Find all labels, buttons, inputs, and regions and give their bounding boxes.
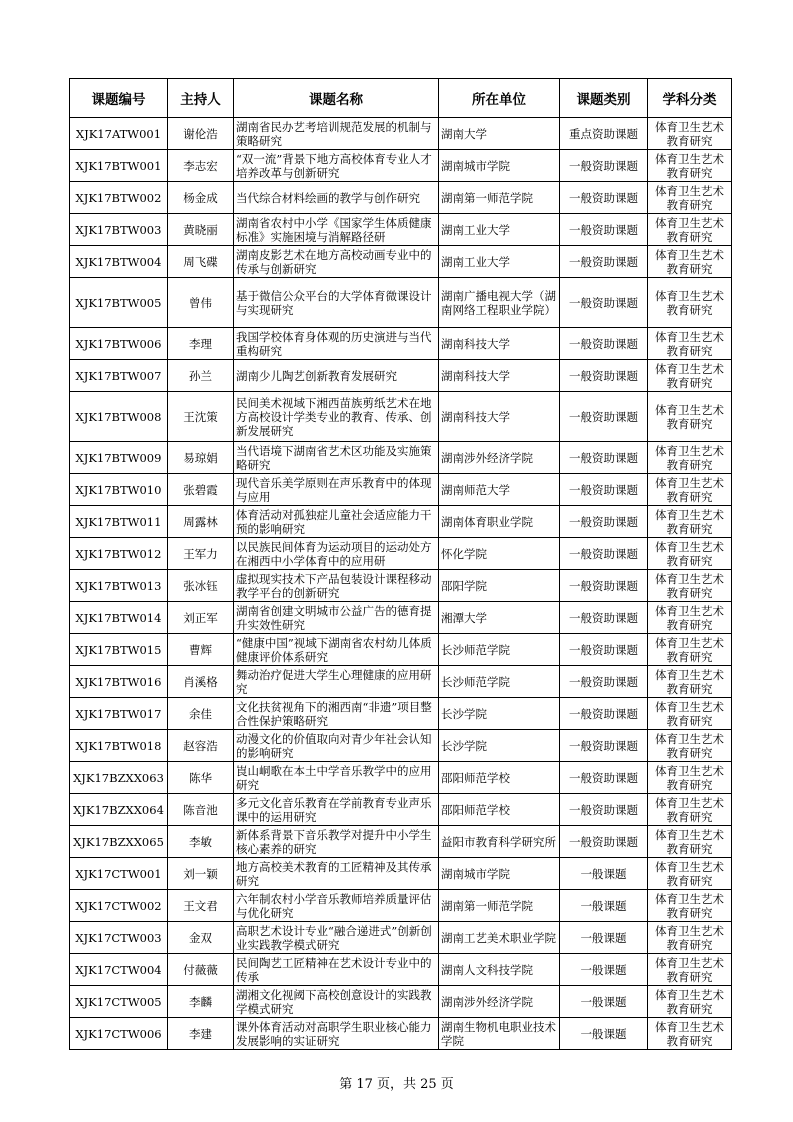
project-host: 李理 [168, 328, 234, 360]
project-code: XJK17BTW003 [70, 214, 168, 246]
project-unit: 湖南体育职业学院 [439, 506, 560, 538]
project-subject: 体育卫生艺术教育研究 [648, 762, 732, 794]
project-unit: 邵阳学院 [439, 570, 560, 602]
project-title: 我国学校体育身体观的历史演进与当代重构研究 [234, 328, 439, 360]
project-subject: 体育卫生艺术教育研究 [648, 730, 732, 762]
project-unit: 湘潭大学 [439, 602, 560, 634]
project-title: 文化扶贫视角下的湘西南“非遗”项目整合性保护策略研究 [234, 698, 439, 730]
project-host: 张碧霞 [168, 474, 234, 506]
project-unit: 湖南师范大学 [439, 474, 560, 506]
project-unit: 邵阳师范学校 [439, 794, 560, 826]
project-code: XJK17BZXX065 [70, 826, 168, 858]
project-code: XJK17CTW002 [70, 890, 168, 922]
project-subject: 体育卫生艺术教育研究 [648, 602, 732, 634]
project-unit: 湖南工业大学 [439, 214, 560, 246]
table-row [70, 794, 732, 826]
project-subject: 体育卫生艺术教育研究 [648, 278, 732, 328]
project-title: “双一流”背景下地方高校体育专业人才培养改革与创新研究 [234, 150, 439, 182]
project-host: 黄晓丽 [168, 214, 234, 246]
project-table [69, 78, 732, 1050]
table-row [70, 360, 732, 392]
project-code: XJK17BTW009 [70, 442, 168, 474]
table-row [70, 762, 732, 794]
project-title: 课外体育活动对高职学生职业核心能力发展影响的实证研究 [234, 1018, 439, 1050]
table-row [70, 602, 732, 634]
project-code: XJK17BTW001 [70, 150, 168, 182]
project-unit: 湖南科技大学 [439, 360, 560, 392]
project-host: 金双 [168, 922, 234, 954]
project-host: 李麟 [168, 986, 234, 1018]
project-unit: 湖南城市学院 [439, 150, 560, 182]
project-title: 多元文化音乐教育在学前教育专业声乐课中的运用研究 [234, 794, 439, 826]
table-row [70, 922, 732, 954]
table-row [70, 858, 732, 890]
project-code: XJK17BTW012 [70, 538, 168, 570]
project-type: 一般资助课题 [560, 392, 648, 442]
project-unit: 湖南人文科技学院 [439, 954, 560, 986]
project-title: 地方高校美术教育的工匠精神及其传承研究 [234, 858, 439, 890]
project-unit: 湖南科技大学 [439, 328, 560, 360]
project-code: XJK17BTW006 [70, 328, 168, 360]
project-title: 动漫文化的价值取向对青少年社会认知的影响研究 [234, 730, 439, 762]
header-host: 主持人 [168, 79, 234, 118]
header-title: 课题名称 [234, 79, 439, 118]
project-code: XJK17CTW001 [70, 858, 168, 890]
project-title: 六年制农村小学音乐教师培养质量评估与优化研究 [234, 890, 439, 922]
project-type: 一般资助课题 [560, 570, 648, 602]
project-code: XJK17BTW017 [70, 698, 168, 730]
project-subject: 体育卫生艺术教育研究 [648, 214, 732, 246]
project-subject: 体育卫生艺术教育研究 [648, 150, 732, 182]
table-row [70, 246, 732, 278]
project-subject: 体育卫生艺术教育研究 [648, 698, 732, 730]
table-row [70, 182, 732, 214]
table-row [70, 506, 732, 538]
table-row [70, 986, 732, 1018]
project-unit: 湖南涉外经济学院 [439, 442, 560, 474]
project-code: XJK17BTW005 [70, 278, 168, 328]
project-unit: 长沙学院 [439, 730, 560, 762]
project-title: 以民族民间体育为运动项目的运动处方在湘西中小学体育中的应用研 [234, 538, 439, 570]
project-unit: 湖南广播电视大学（湖南网络工程职业学院） [439, 278, 560, 328]
project-unit: 益阳市教育科学研究所 [439, 826, 560, 858]
project-type: 一般资助课题 [560, 328, 648, 360]
project-host: 王文君 [168, 890, 234, 922]
project-unit: 长沙师范学院 [439, 666, 560, 698]
project-subject: 体育卫生艺术教育研究 [648, 954, 732, 986]
project-subject: 体育卫生艺术教育研究 [648, 182, 732, 214]
table-row [70, 538, 732, 570]
table-header-row [70, 79, 732, 118]
project-host: 王沈策 [168, 392, 234, 442]
project-title: 当代综合材料绘画的教学与创作研究 [234, 182, 439, 214]
project-code: XJK17CTW003 [70, 922, 168, 954]
project-title: 虚拟现实技术下产品包装设计课程移动教学平台的创新研究 [234, 570, 439, 602]
project-subject: 体育卫生艺术教育研究 [648, 922, 732, 954]
project-title: 湖南省农村中小学《国家学生体质健康标准》实施困境与消解路径研 [234, 214, 439, 246]
project-title: 湖南皮影艺术在地方高校动画专业中的传承与创新研究 [234, 246, 439, 278]
table-row [70, 634, 732, 666]
project-host: 付薇薇 [168, 954, 234, 986]
table-row [70, 150, 732, 182]
project-subject: 体育卫生艺术教育研究 [648, 118, 732, 150]
project-type: 一般课题 [560, 1018, 648, 1050]
table-row [70, 826, 732, 858]
project-type: 一般资助课题 [560, 762, 648, 794]
project-type: 一般资助课题 [560, 538, 648, 570]
project-code: XJK17BZXX064 [70, 794, 168, 826]
project-title: 湖南少儿陶艺创新教育发展研究 [234, 360, 439, 392]
table-row [70, 666, 732, 698]
table-row [70, 1018, 732, 1050]
project-unit: 湖南涉外经济学院 [439, 986, 560, 1018]
project-subject: 体育卫生艺术教育研究 [648, 538, 732, 570]
project-type: 一般资助课题 [560, 214, 648, 246]
project-title: 舞动治疗促进大学生心理健康的应用研究 [234, 666, 439, 698]
project-code: XJK17BTW011 [70, 506, 168, 538]
project-subject: 体育卫生艺术教育研究 [648, 474, 732, 506]
project-subject: 体育卫生艺术教育研究 [648, 442, 732, 474]
project-code: XJK17BZXX063 [70, 762, 168, 794]
table-row [70, 730, 732, 762]
project-type: 一般课题 [560, 890, 648, 922]
project-type: 一般资助课题 [560, 246, 648, 278]
project-type: 一般资助课题 [560, 698, 648, 730]
project-title: 民间陶艺工匠精神在艺术设计专业中的传承 [234, 954, 439, 986]
project-host: 曹辉 [168, 634, 234, 666]
project-code: XJK17BTW015 [70, 634, 168, 666]
project-unit: 怀化学院 [439, 538, 560, 570]
project-host: 陈音池 [168, 794, 234, 826]
project-title: 现代音乐美学原则在声乐教育中的体现与应用 [234, 474, 439, 506]
project-subject: 体育卫生艺术教育研究 [648, 1018, 732, 1050]
project-host: 杨金成 [168, 182, 234, 214]
project-type: 一般资助课题 [560, 794, 648, 826]
project-title: 崀山峒歌在本土中学音乐教学中的应用研究 [234, 762, 439, 794]
project-subject: 体育卫生艺术教育研究 [648, 666, 732, 698]
project-type: 一般资助课题 [560, 150, 648, 182]
table-row [70, 954, 732, 986]
project-host: 李建 [168, 1018, 234, 1050]
project-host: 曾伟 [168, 278, 234, 328]
project-code: XJK17BTW018 [70, 730, 168, 762]
project-title: 当代语境下湖南省艺术区功能及实施策略研究 [234, 442, 439, 474]
table-row [70, 570, 732, 602]
project-code: XJK17CTW005 [70, 986, 168, 1018]
project-unit: 邵阳师范学校 [439, 762, 560, 794]
project-host: 赵容浩 [168, 730, 234, 762]
project-subject: 体育卫生艺术教育研究 [648, 570, 732, 602]
project-unit: 湖南科技大学 [439, 392, 560, 442]
project-code: XJK17BTW007 [70, 360, 168, 392]
project-code: XJK17BTW008 [70, 392, 168, 442]
project-host: 张冰钰 [168, 570, 234, 602]
project-code: XJK17BTW014 [70, 602, 168, 634]
header-unit: 所在单位 [439, 79, 560, 118]
table-row [70, 474, 732, 506]
project-type: 一般课题 [560, 858, 648, 890]
project-host: 易琼娟 [168, 442, 234, 474]
project-subject: 体育卫生艺术教育研究 [648, 890, 732, 922]
project-type: 重点资助课题 [560, 118, 648, 150]
project-host: 周飞碟 [168, 246, 234, 278]
project-type: 一般资助课题 [560, 634, 648, 666]
header-code: 课题编号 [70, 79, 168, 118]
project-host: 刘正军 [168, 602, 234, 634]
project-type: 一般资助课题 [560, 278, 648, 328]
project-subject: 体育卫生艺术教育研究 [648, 392, 732, 442]
project-subject: 体育卫生艺术教育研究 [648, 328, 732, 360]
project-host: 周露林 [168, 506, 234, 538]
project-code: XJK17CTW004 [70, 954, 168, 986]
project-title: “健康中国”视域下湖南省农村幼儿体质健康评价体系研究 [234, 634, 439, 666]
project-title: 高职艺术设计专业“融合递进式”创新创业实践教学模式研究 [234, 922, 439, 954]
project-host: 李志宏 [168, 150, 234, 182]
project-code: XJK17BTW004 [70, 246, 168, 278]
project-type: 一般资助课题 [560, 506, 648, 538]
header-subject: 学科分类 [648, 79, 732, 118]
project-host: 孙兰 [168, 360, 234, 392]
header-type: 课题类别 [560, 79, 648, 118]
project-unit: 长沙师范学院 [439, 634, 560, 666]
project-code: XJK17ATW001 [70, 118, 168, 150]
project-title: 湖南省民办艺考培训规范发展的机制与策略研究 [234, 118, 439, 150]
project-title: 湖湘文化视阈下高校创意设计的实践教学模式研究 [234, 986, 439, 1018]
project-title: 民间美术视域下湘西苗族剪纸艺术在地方高校设计学类专业的教育、传承、创新发展研究 [234, 392, 439, 442]
project-title: 体育活动对孤独症儿童社会适应能力干预的影响研究 [234, 506, 439, 538]
project-type: 一般资助课题 [560, 666, 648, 698]
project-code: XJK17BTW002 [70, 182, 168, 214]
project-type: 一般课题 [560, 954, 648, 986]
project-type: 一般资助课题 [560, 602, 648, 634]
project-subject: 体育卫生艺术教育研究 [648, 360, 732, 392]
project-subject: 体育卫生艺术教育研究 [648, 858, 732, 890]
project-title: 基于微信公众平台的大学体育微课设计与实现研究 [234, 278, 439, 328]
project-title: 湖南省创建文明城市公益广告的德育提升实效性研究 [234, 602, 439, 634]
project-subject: 体育卫生艺术教育研究 [648, 246, 732, 278]
table-row [70, 118, 732, 150]
project-type: 一般资助课题 [560, 182, 648, 214]
project-type: 一般资助课题 [560, 360, 648, 392]
project-unit: 湖南工业大学 [439, 246, 560, 278]
project-host: 刘一颖 [168, 858, 234, 890]
project-unit: 湖南城市学院 [439, 858, 560, 890]
project-type: 一般课题 [560, 986, 648, 1018]
project-subject: 体育卫生艺术教育研究 [648, 826, 732, 858]
project-subject: 体育卫生艺术教育研究 [648, 986, 732, 1018]
project-unit: 湖南生物机电职业技术学院 [439, 1018, 560, 1050]
project-type: 一般资助课题 [560, 826, 648, 858]
project-host: 肖溪格 [168, 666, 234, 698]
project-code: XJK17CTW006 [70, 1018, 168, 1050]
project-code: XJK17BTW010 [70, 474, 168, 506]
table-row [70, 890, 732, 922]
project-type: 一般资助课题 [560, 730, 648, 762]
table-row [70, 278, 732, 328]
project-unit: 湖南第一师范学院 [439, 182, 560, 214]
project-subject: 体育卫生艺术教育研究 [648, 794, 732, 826]
project-code: XJK17BTW013 [70, 570, 168, 602]
table-row [70, 442, 732, 474]
project-code: XJK17BTW016 [70, 666, 168, 698]
table-row [70, 392, 732, 442]
project-subject: 体育卫生艺术教育研究 [648, 506, 732, 538]
project-unit: 湖南大学 [439, 118, 560, 150]
project-host: 谢伦浩 [168, 118, 234, 150]
project-type: 一般资助课题 [560, 442, 648, 474]
page-number: 第 17 页，共 25 页 [339, 1077, 454, 1092]
project-unit: 湖南第一师范学院 [439, 890, 560, 922]
project-host: 陈华 [168, 762, 234, 794]
table-row [70, 214, 732, 246]
project-unit: 长沙学院 [439, 698, 560, 730]
project-type: 一般课题 [560, 922, 648, 954]
project-title: 新体系背景下音乐教学对提升中小学生核心素养的研究 [234, 826, 439, 858]
table-row [70, 328, 732, 360]
project-host: 余佳 [168, 698, 234, 730]
project-host: 李敏 [168, 826, 234, 858]
project-unit: 湖南工艺美术职业学院 [439, 922, 560, 954]
project-type: 一般资助课题 [560, 474, 648, 506]
table-row [70, 698, 732, 730]
project-host: 王军力 [168, 538, 234, 570]
table-body [70, 118, 732, 1050]
project-subject: 体育卫生艺术教育研究 [648, 634, 732, 666]
